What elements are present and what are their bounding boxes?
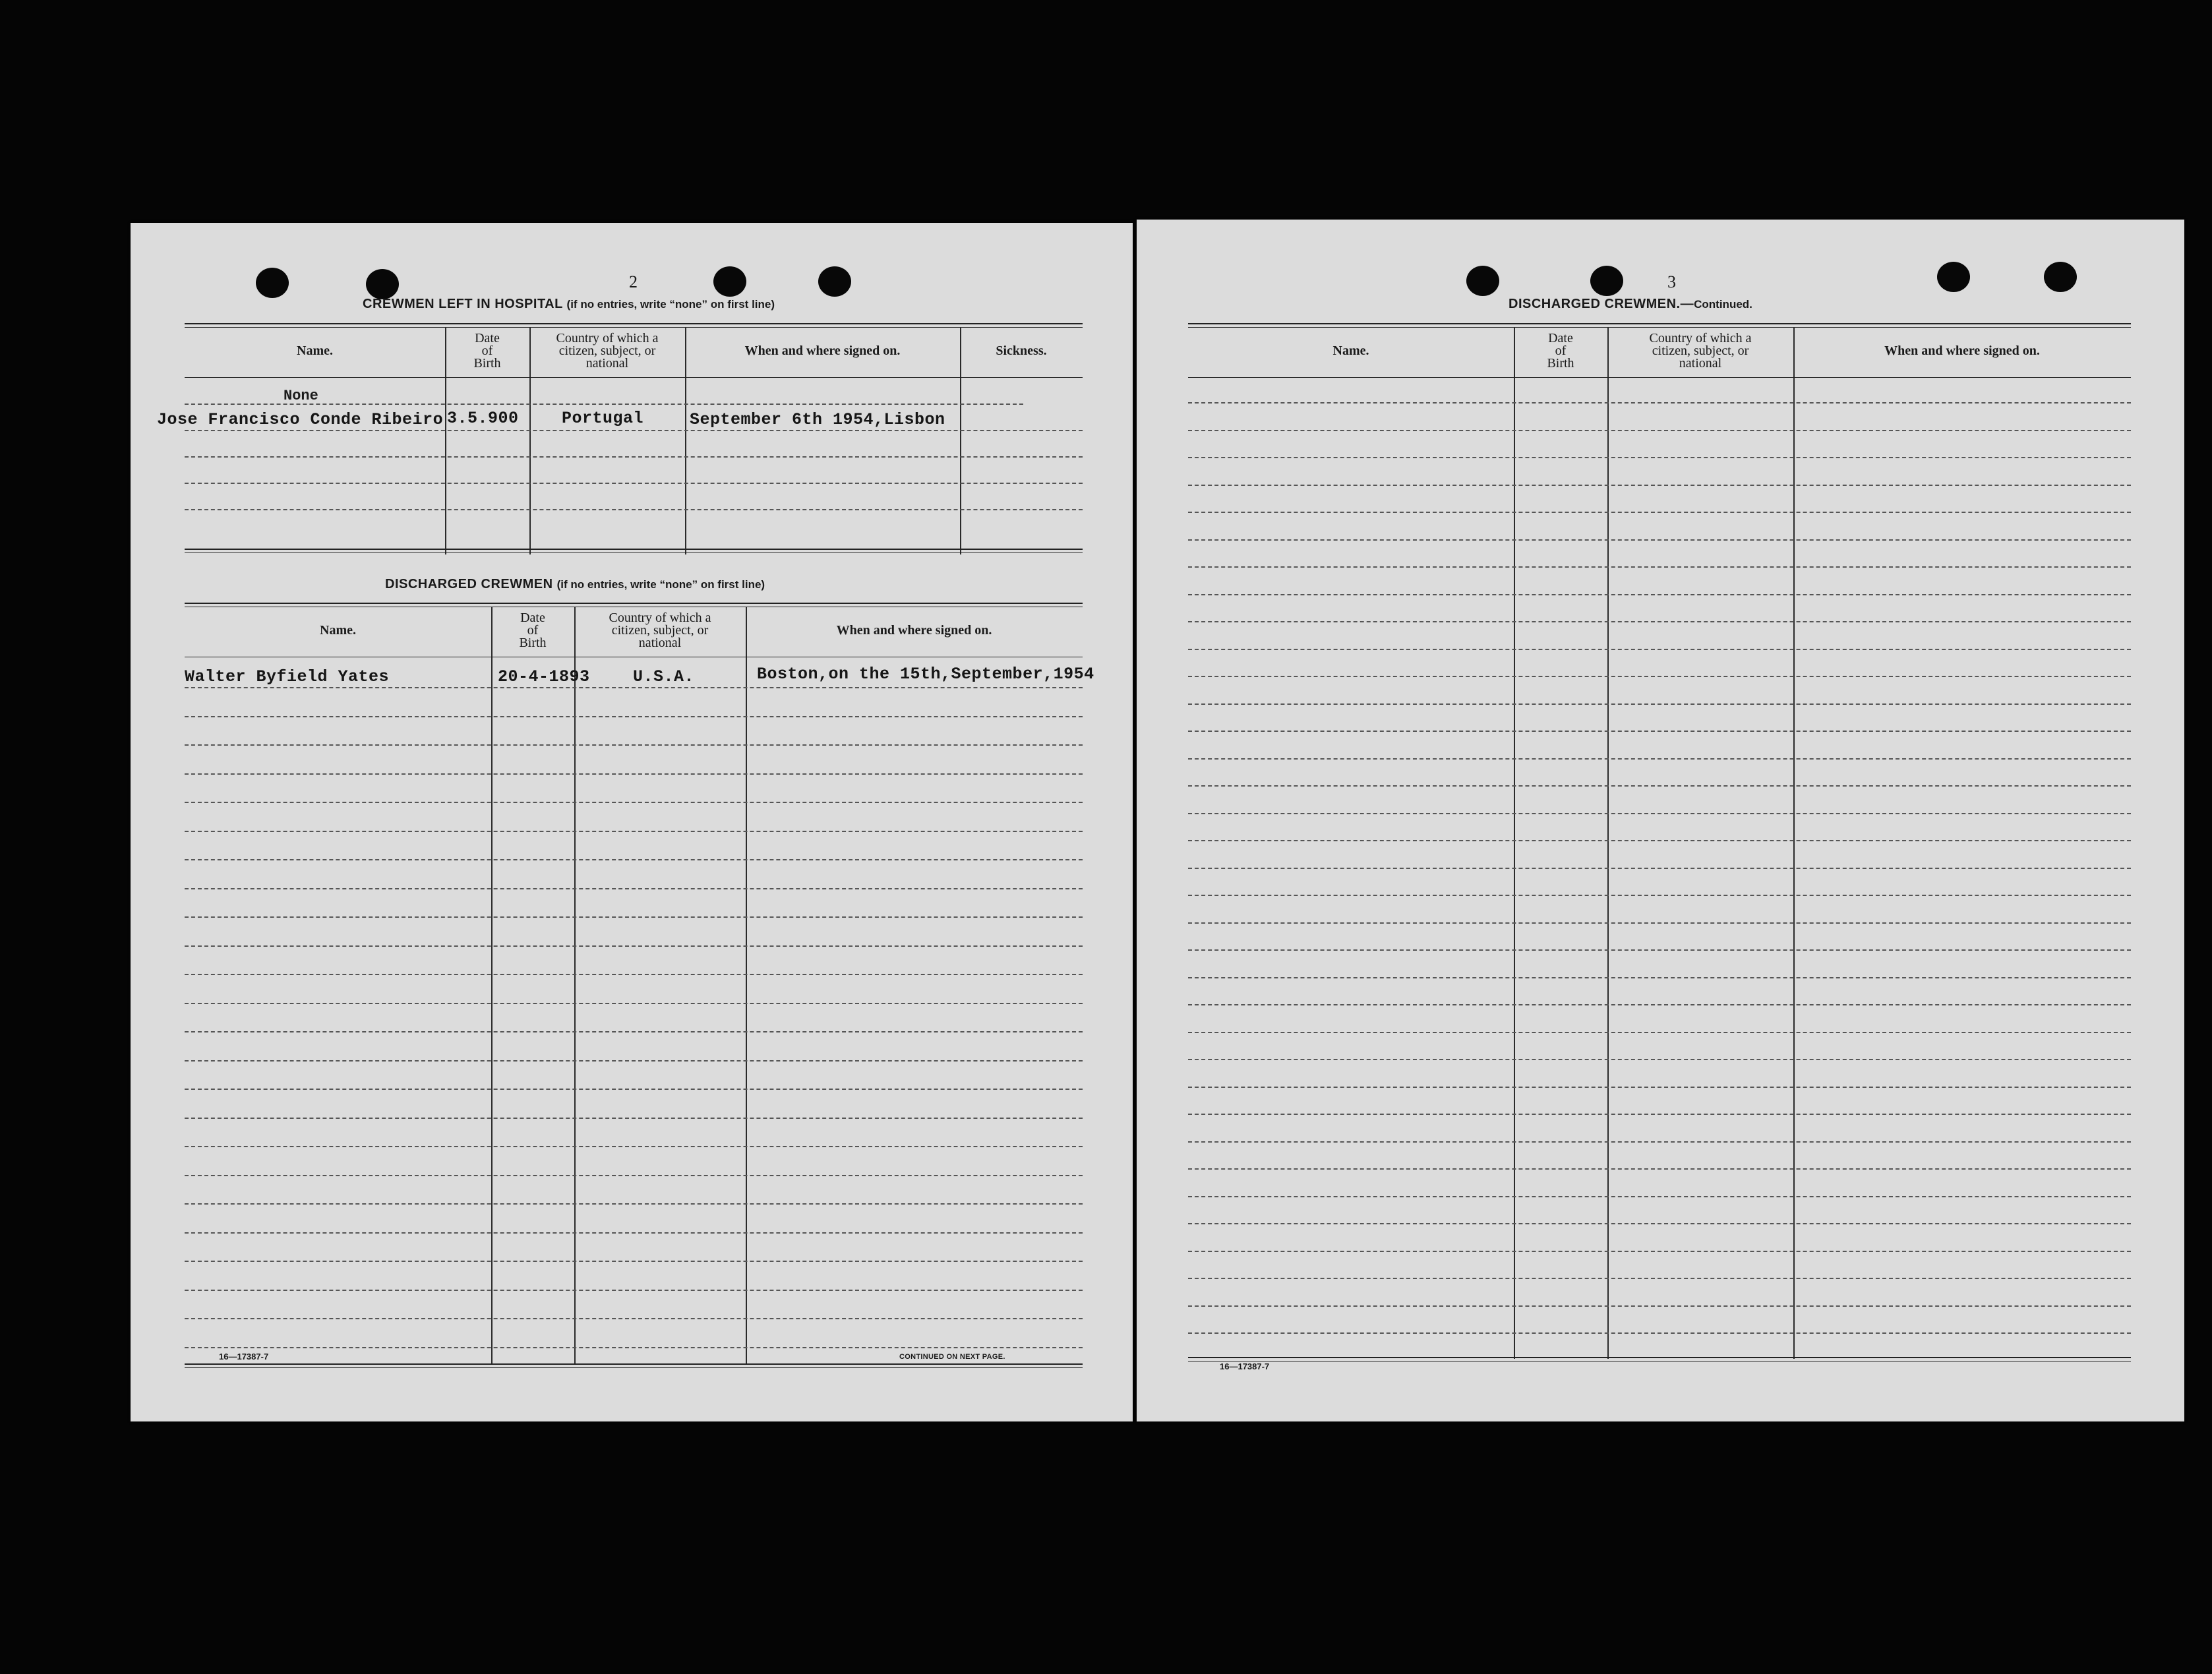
ruled-line <box>1188 1114 2131 1115</box>
ruled-line <box>1188 676 2131 677</box>
ruled-line <box>185 773 1083 775</box>
hospital-row-dob: 3.5.900 <box>447 409 519 428</box>
ruled-line <box>1188 1278 2131 1279</box>
discharged-table <box>185 603 1094 1394</box>
ruled-line <box>1188 895 2131 896</box>
col-name-header: Name. <box>1332 344 1369 358</box>
ruled-line <box>185 916 1083 918</box>
ruled-line <box>1188 840 2131 841</box>
ruled-line <box>1188 949 2131 951</box>
ruled-line <box>185 802 1083 803</box>
ruled-line <box>185 716 1083 717</box>
ruled-line <box>1188 457 2131 458</box>
col-dob-header: Date of Birth <box>1547 331 1574 371</box>
ruled-line <box>1188 977 2131 978</box>
col-sickness-header: Sickness. <box>996 344 1047 358</box>
ruled-line <box>1188 539 2131 541</box>
right-page <box>1137 220 2184 1421</box>
ruled-line <box>1188 703 2131 705</box>
ruled-line <box>1188 594 2131 595</box>
ruled-line <box>1188 649 2131 650</box>
discharged-row-country: U.S.A. <box>633 667 695 686</box>
struck-none-entry: None <box>284 388 318 404</box>
ruled-line <box>185 1089 1083 1090</box>
page-number: 3 <box>1667 272 1676 291</box>
discharged-continued-title <box>1509 297 1752 312</box>
punch-hole <box>1937 262 1970 292</box>
ruled-line <box>185 1203 1083 1205</box>
col-country-header: Country of which a citizen, subject, or national <box>609 611 711 650</box>
discharged-section-title <box>385 577 765 592</box>
punch-hole <box>1466 266 1499 296</box>
ruled-line <box>1188 1223 2131 1224</box>
discharged-title: DISCHARGED CREWMEN <box>385 577 553 591</box>
ruled-line <box>1188 922 2131 924</box>
page-number: 2 <box>629 272 638 291</box>
ruled-line <box>185 687 1083 688</box>
ruled-line <box>185 1146 1083 1147</box>
discharged-row-dob: 20-4-1893 <box>498 667 590 686</box>
col-signed-header: When and where signed on. <box>1884 344 2040 358</box>
ruled-line <box>1188 1196 2131 1197</box>
ruled-line <box>185 1261 1083 1262</box>
ruled-line <box>1188 1141 2131 1143</box>
ruled-line <box>185 974 1083 975</box>
punch-hole <box>256 268 289 298</box>
hospital-row-name: Jose Francisco Conde Ribeiro <box>157 410 444 429</box>
ruled-line <box>1188 758 2131 760</box>
hospital-row-signed-on: September 6th 1954,Lisbon <box>690 410 945 429</box>
col-name-header: Name. <box>320 623 356 638</box>
ruled-line <box>185 744 1083 746</box>
hospital-title: CREWMEN LEFT IN HOSPITAL <box>363 297 563 311</box>
col-signed-header: When and where signed on. <box>836 623 992 638</box>
ruled-line <box>1188 621 2131 622</box>
ruled-line <box>185 1232 1083 1234</box>
col-country-header: Country of which a citizen, subject, or national <box>1649 331 1752 371</box>
ruled-line <box>1188 1087 2131 1088</box>
ruled-line <box>1188 1032 2131 1033</box>
punch-hole <box>818 266 851 297</box>
punch-hole <box>366 269 399 299</box>
col-dob-header: Date of Birth <box>519 611 547 650</box>
discharged-row-signed-on: Boston,on the 15th,September,1954 <box>757 665 1094 684</box>
ruled-line <box>1188 1059 2131 1060</box>
ruled-line <box>1188 430 2131 431</box>
ruled-line <box>1188 402 2131 404</box>
ruled-line <box>185 1060 1083 1061</box>
hospital-row-country: Portugal <box>562 409 644 428</box>
discharged-continued-title-main: DISCHARGED CREWMEN.— <box>1509 297 1694 311</box>
ruled-line <box>185 859 1083 860</box>
ruled-line <box>1188 1168 2131 1170</box>
ruled-line <box>1188 731 2131 732</box>
ruled-line <box>1188 1251 2131 1252</box>
ruled-line <box>1188 1305 2131 1307</box>
ruled-line <box>185 945 1083 947</box>
ruled-line <box>185 1118 1083 1119</box>
ruled-line <box>1188 1332 2131 1334</box>
ruled-line <box>185 1003 1083 1004</box>
hospital-title-note: (if no entries, write “none” on first line) <box>566 298 775 311</box>
ruled-line <box>1188 785 2131 787</box>
ruled-line <box>1188 813 2131 814</box>
discharged-row-name: Walter Byfield Yates <box>185 667 390 686</box>
ruled-line <box>1188 868 2131 869</box>
ruled-line <box>185 831 1083 832</box>
ruled-line <box>1188 512 2131 513</box>
col-country-header: Country of which a citizen, subject, or national <box>556 331 659 371</box>
col-name-header: Name. <box>297 344 333 358</box>
form-code: 16—17387-7 <box>1220 1361 1270 1371</box>
continued-note: CONTINUED ON NEXT PAGE. <box>899 1353 1005 1361</box>
discharged-title-note: (if no entries, write “none” on first line) <box>556 578 765 591</box>
discharged-continued-suffix: Continued. <box>1694 298 1752 311</box>
ruled-line <box>185 1175 1083 1176</box>
form-code: 16—17387-7 <box>219 1352 269 1361</box>
left-page <box>131 223 1133 1421</box>
ruled-line <box>185 1031 1083 1032</box>
ruled-line <box>1188 485 2131 486</box>
col-dob-header: Date of Birth <box>473 331 501 371</box>
hospital-section-title <box>363 297 775 312</box>
col-signed-header: When and where signed on. <box>744 344 901 358</box>
ruled-line <box>185 1290 1083 1291</box>
ruled-line <box>1188 566 2131 568</box>
punch-hole <box>1590 266 1623 296</box>
punch-hole <box>713 266 746 297</box>
ruled-line <box>185 1347 1083 1348</box>
punch-hole <box>2044 262 2077 292</box>
ruled-line <box>185 1318 1083 1319</box>
ruled-line <box>185 888 1083 889</box>
ruled-line <box>1188 1004 2131 1005</box>
discharged-continued-table <box>1188 323 2131 1411</box>
